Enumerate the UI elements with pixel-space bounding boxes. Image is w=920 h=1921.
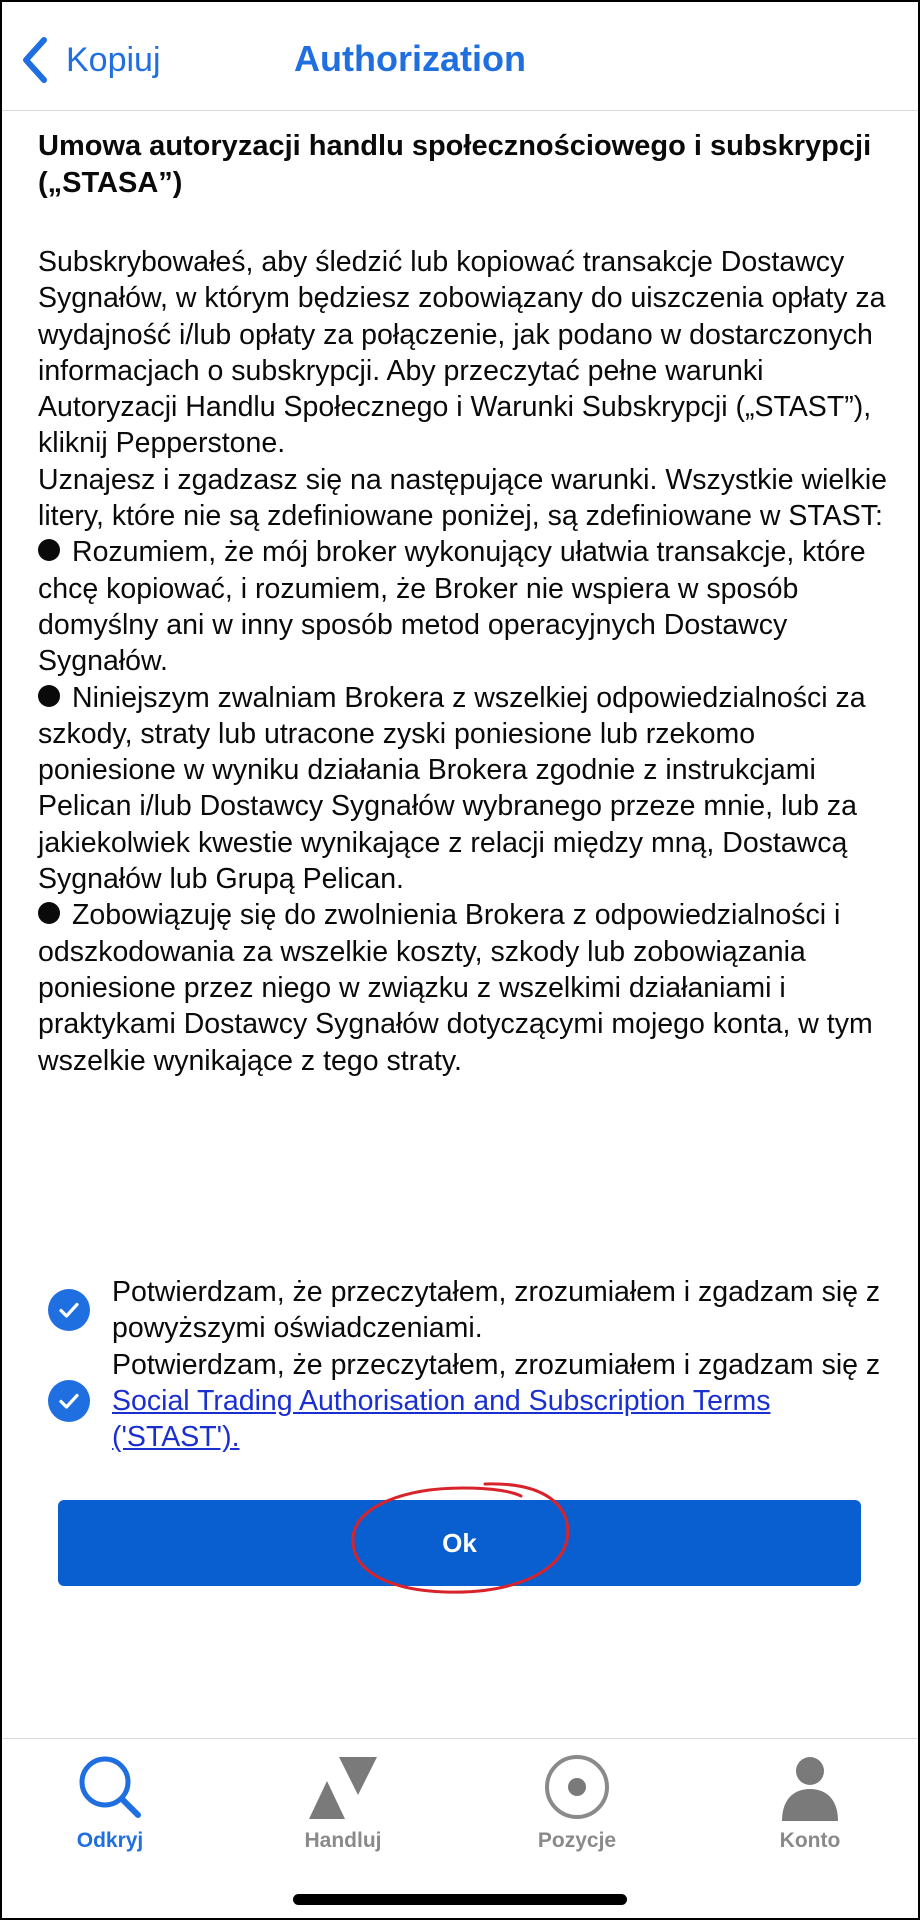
bullet-dot-icon [38,685,60,707]
search-icon [72,1749,148,1825]
checkmark-icon[interactable] [48,1380,90,1422]
tab-label: Handluj [304,1829,382,1852]
confirmation-row-stast [48,1347,888,1456]
agreement-body [38,244,890,1079]
tab-label: Odkryj [76,1829,144,1852]
agreement-title: Umowa autoryzacji handlu społecznościowego i subskrypcji („STASA”) [38,130,872,199]
nav-header [0,0,920,111]
tab-label: Konto [779,1829,841,1852]
confirmations [48,1274,888,1455]
tab-pozycje[interactable] [497,1749,657,1853]
back-label: Kopiuj [66,40,161,79]
tab-odkryj[interactable] [30,1749,190,1853]
tab-label: Pozycje [537,1829,617,1852]
agreement-bullet: Rozumiem, że mój broker wykonujący ułatwia transakcje, które chcę kopiować, i rozumiem, że Broker nie wspiera w sposób domyślny ani w inny sposób metod operacyjnych Dostawcy Sygnałów. [38,536,866,678]
ok-button[interactable]: Ok [58,1500,861,1586]
page-title: Authorization [294,38,526,79]
confirmation-text: Potwierdzam, że przeczytałem, zrozumiałem i zgadzam się z powyższymi oświadczeniami. [112,1276,881,1345]
agreement-intro: Subskrybowałeś, aby śledzić lub kopiować transakcje Dostawcy Sygnałów, w którym będziesz zobowiązany do uiszczenia opłaty za wydajność i/lub opłaty za połączenie, jak podano w dostarczonych informacjach o subskrypcji. Aby przeczytać pełne warunki Autoryzacji Handlu Społecznego i Warunki Subskrypcji („STAST”), kliknij Pepperstone. [38,246,886,460]
agreement-accept-line: Uznajesz i zgadzasz się na następujące warunki. Wszystkie wielkie litery, które nie są zdefiniowane poniżej, są zdefiniowane w STAST: [38,463,888,533]
checkmark-icon[interactable] [48,1289,90,1331]
person-icon [772,1749,848,1825]
tab-konto[interactable] [730,1749,890,1853]
bullet-dot-icon [38,539,60,561]
stast-terms-link[interactable]: Social Trading Authorisation and Subscription Terms ('STAST'). [112,1384,771,1454]
home-indicator [293,1894,627,1905]
confirmation-text: Potwierdzam, że przeczytałem, zrozumiałem i zgadzam się z Social Trading Authorisation and Subscription Terms ('STAST'). [112,1348,881,1454]
trade-triangles-icon [305,1749,381,1825]
confirmation-row-statements [48,1274,888,1347]
tab-handluj[interactable] [263,1749,423,1853]
agreement-bullet: Zobowiązuję się do zwolnienia Brokera z odpowiedzialności i odszkodowania za wszelkie koszty, szkody lub zobowiązania poniesione przez niego w związku z wszelkimi działaniami i praktykami Dostawcy Sygnałów dotyczącymi mojego konta, w tym wszelkie wynikające z tego straty. [38,899,873,1077]
agreement-content [38,128,890,1079]
agreement-bullet: Niniejszym zwalniam Brokera z wszelkiej odpowiedzialności za szkody, straty lub utracone zyski poniesione lub rzekomo poniesione w wyniku działania Brokera zgodnie z instrukcjami Pelican i/lub Dostawcy Sygnałów wybranego przeze mnie, lub za jakiekolwiek kwestie wynikające z relacji między mną, Dostawcą Sygnałów lub Grupą Pelican. [38,681,866,896]
positions-target-icon [539,1749,615,1825]
bullet-dot-icon [38,902,60,924]
